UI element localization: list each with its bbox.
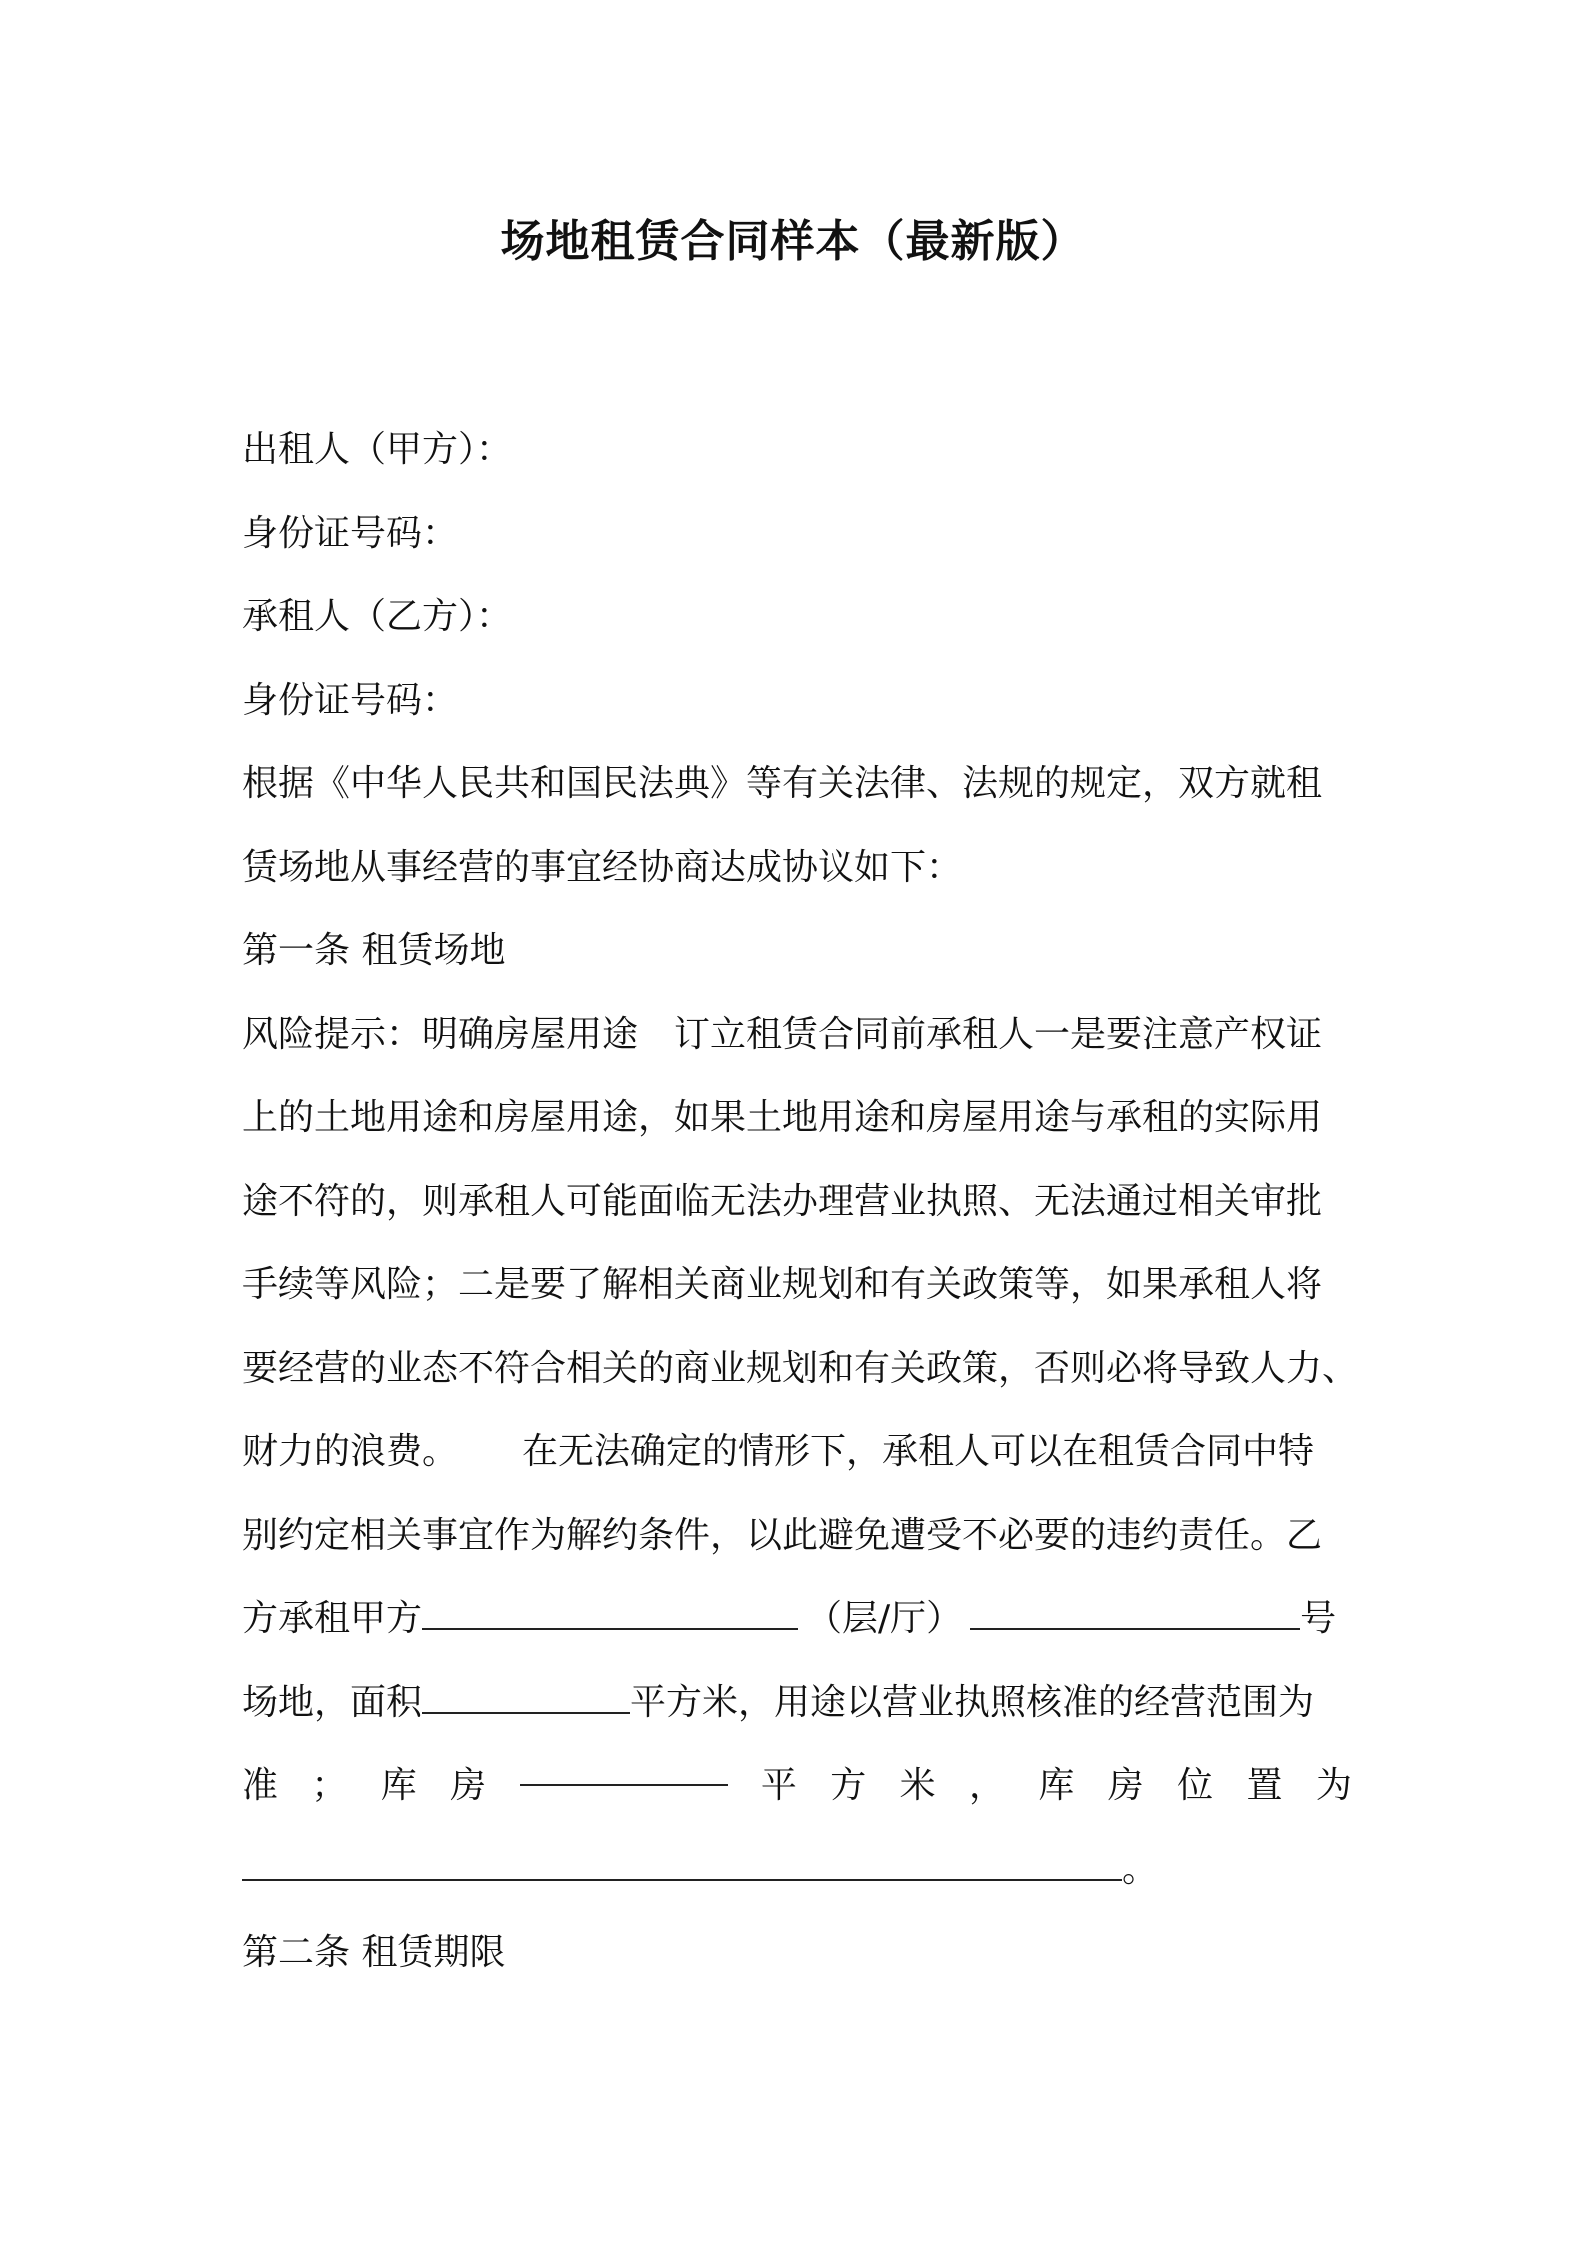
document-title: 场地租赁合同样本（最新版） <box>500 216 1086 267</box>
site-line-1 <box>242 1577 1352 1661</box>
site-char: 库 <box>1038 1765 1075 1806</box>
site-text: 场地，面积 <box>242 1681 423 1723</box>
risk-line-2: 上的土地用途和房屋用途，如果土地用途和房屋用途与承租的实际用 <box>242 1097 1323 1138</box>
lessor-id-line: 身份证号码： <box>242 512 459 554</box>
risk-line-1 <box>242 993 1352 1077</box>
site-text: 平方米，用途以营业执照核准的经营范围为 <box>630 1681 1315 1723</box>
site-char: 米 <box>899 1765 936 1806</box>
risk-text: 订立租赁合同前承租人一是要注意产权证 <box>674 1013 1323 1055</box>
lessor-line: 出租人（甲方）： <box>242 429 513 470</box>
document-body <box>242 408 1359 1995</box>
site-text: （层/厅） <box>806 1598 963 1639</box>
site-char: 房 <box>450 1765 487 1806</box>
risk-line-4: 手续等风险；二是要了解相关商业规划和有关政策等，如果承租人将 <box>242 1264 1323 1305</box>
site-char: 库 <box>380 1765 417 1806</box>
warehouse-area-blank[interactable] <box>520 1744 728 1786</box>
intro-line-1: 根据《中华人民共和国民法典》等有关法律、法规的规定，双方就租 <box>242 763 1323 804</box>
site-char: 平 <box>760 1765 797 1806</box>
risk-label: 风险提示：明确房屋用途 <box>242 1013 639 1055</box>
number-blank[interactable] <box>970 1588 1300 1630</box>
site-char: 房 <box>1107 1765 1144 1806</box>
site-char: 置 <box>1246 1765 1283 1806</box>
site-char: 准 <box>242 1765 279 1806</box>
site-char: 为 <box>1315 1765 1352 1806</box>
area-blank[interactable] <box>422 1672 630 1714</box>
site-char: 位 <box>1177 1765 1214 1806</box>
site-char: ； <box>311 1765 348 1806</box>
article-2-heading: 第二条 租赁期限 <box>242 1932 506 1973</box>
site-line-3 <box>242 1744 1352 1828</box>
site-line-2 <box>242 1661 1352 1745</box>
site-char: 方 <box>830 1765 867 1806</box>
risk-line-7: 别约定相关事宜作为解约条件，以此避免遭受不必要的违约责任。乙 <box>242 1514 1323 1556</box>
article-1-heading: 第一条 租赁场地 <box>242 930 506 971</box>
risk-line-6 <box>242 1410 1352 1494</box>
site-text: 号 <box>1300 1598 1337 1639</box>
floor-blank[interactable] <box>422 1588 798 1630</box>
risk-text: 财力的浪费。 <box>242 1431 459 1472</box>
site-text: 。 <box>1122 1848 1159 1890</box>
intro-line-2: 赁场地从事经营的事宜经协商达成协议如下： <box>242 846 963 888</box>
risk-line-3: 途不符的，则承租人可能面临无法办理营业执照、无法通过相关审批 <box>242 1180 1323 1222</box>
site-char: ， <box>968 1765 1005 1806</box>
lessee-id-line: 身份证号码： <box>242 679 459 721</box>
warehouse-location-blank[interactable] <box>242 1839 1122 1881</box>
site-text: 方承租甲方 <box>242 1598 423 1639</box>
risk-line-5: 要经营的业态不符合相关的商业规划和有关政策，否则必将导致人力、 <box>242 1347 1359 1389</box>
risk-text: 在无法确定的情形下，承租人可以在租赁合同中特 <box>522 1431 1315 1472</box>
site-line-4 <box>242 1828 1352 1912</box>
lessee-line: 承租人（乙方）： <box>242 596 513 637</box>
